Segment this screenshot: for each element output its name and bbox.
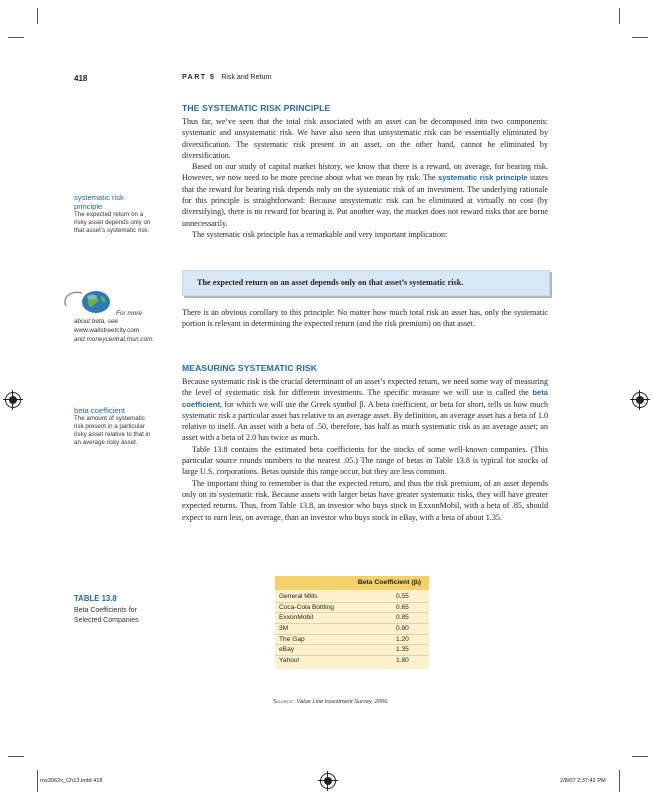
table-row xyxy=(275,635,429,646)
source-text: Value Line Investment Survey, 2006. xyxy=(296,699,389,705)
paragraph: Table 13.8 contains the estimated beta coefficients for the stocks of some well-known companies. (This particular source rounds numbers to the nearest .05.) The range of betas in Table 13.8 is typical for stocks of large U.S. corporations. Betas outside this range occur, but they are less common. xyxy=(182,444,548,477)
key-principle-callout: The expected return on an asset depends only on that asset’s systematic risk. xyxy=(182,270,550,296)
table-row xyxy=(275,592,429,603)
glossary-definition: The expected return on a xyxy=(74,211,144,218)
company-cell: Yahoo! xyxy=(279,657,300,665)
glossary-definition: an average risky asset. xyxy=(74,438,138,446)
running-head xyxy=(182,74,272,81)
paragraph: Because systematic risk is the crucial determinant of an asset’s expected return, we need some way of measuring the level of systematic risk for different investments. The specific measure we will use is called the beta coefficient, for which we will use the Greek symbol β. A beta coefficient, or beta for short, tells us how much systematic risk a particular asset has relative to an average asset. By definition, an average asset has a beta of 1.0 relative to itself. An asset with a beta of .50, therefore, has half as much systematic risk as an average asset; an asset with a beta of 2.0 has twice as much. xyxy=(182,377,548,443)
registration-mark-icon xyxy=(320,773,336,789)
weblink-url[interactable]: www.wallstreetcity.com xyxy=(74,327,140,334)
table-body xyxy=(275,590,429,669)
company-cell: 3M xyxy=(279,625,289,633)
beta-cell: 0.90 xyxy=(396,625,409,633)
beta-cell: 0.85 xyxy=(396,614,409,622)
crop-mark xyxy=(8,756,24,757)
table-source-note xyxy=(273,699,389,705)
crop-mark xyxy=(619,8,620,24)
table-row xyxy=(275,624,429,635)
key-term-beta-coefficient: beta coefficient xyxy=(182,388,548,409)
weblink-url[interactable]: and moneycentral.msn.com. xyxy=(74,336,155,343)
margin-glossary-beta-coefficient xyxy=(74,406,180,447)
table-row xyxy=(275,603,429,614)
section-heading-systematic-risk-principle: THE SYSTEMATIC RISK PRINCIPLE xyxy=(182,103,331,113)
paragraph: There is an obvious corollary to this principle: No matter how much total risk an asset has, only the systematic portion is relevant in determining the expected return (and the risk premium) on that asset. xyxy=(182,308,548,329)
margin-glossary-systematic-risk-principle xyxy=(74,193,180,235)
paragraph: The important thing to remember is that the expected return, and thus the risk premium, of an asset depends only on its systematic risk. Because assets with larger betas have greater systematic risks, they will have greater expected returns. Thus, from Table 13.8, an investor who buys stock in ExxonMobil, with a beta of .85, should expect to earn less, on average, than an investor who buys stock in eBay, with a beta of about 1.35. xyxy=(182,478,548,522)
beta-cell: 1.20 xyxy=(396,635,409,643)
table-row xyxy=(275,645,429,656)
beta-coefficient-table xyxy=(275,576,429,669)
crop-mark xyxy=(8,37,24,38)
glossary-definition: risky asset relative to that in xyxy=(74,430,151,438)
registration-mark-icon xyxy=(5,392,21,408)
running-head-title: Risk and Return xyxy=(221,74,272,81)
company-cell: Coca-Cola Bottling xyxy=(279,603,334,611)
section-heading-measuring-systematic-risk: MEASURING SYSTEMATIC RISK xyxy=(182,363,318,373)
glossary-term: principle xyxy=(74,202,103,211)
table-caption: Selected Companies xyxy=(74,616,139,624)
crop-mark xyxy=(632,37,648,38)
paragraph: The systematic risk principle has a remarkable and very important implication: xyxy=(192,229,448,239)
glossary-definition: risky asset depends only on xyxy=(74,218,151,226)
company-cell: General Mills xyxy=(279,593,318,600)
source-label: Source: xyxy=(273,699,295,705)
glossary-definition: that asset’s systematic risk. xyxy=(74,226,150,234)
table-label: TABLE 13.8 xyxy=(74,594,117,603)
crop-mark xyxy=(37,770,38,792)
beta-cell: 0.65 xyxy=(396,603,409,611)
weblink-text: about beta, see xyxy=(74,318,119,325)
key-term-systematic-risk-principle: systematic risk principle xyxy=(437,173,528,183)
table-row xyxy=(275,613,429,624)
company-cell: The Gap xyxy=(279,635,305,643)
section1-corollary xyxy=(182,307,548,330)
table-caption: Beta Coefficients for xyxy=(74,607,137,614)
glossary-term: systematic risk xyxy=(74,193,124,202)
section1-text xyxy=(182,116,548,240)
page-number: 418 xyxy=(74,74,88,83)
table-column-header: Beta Coefficient (βᵢ) xyxy=(275,576,429,590)
timestamp-slug: 2/8/07 2:37:42 PM xyxy=(560,778,606,784)
crop-mark xyxy=(632,756,648,757)
company-cell: eBay xyxy=(279,646,295,654)
running-head-part: PART 5 xyxy=(182,74,216,81)
table-label-block xyxy=(74,594,180,625)
crop-mark xyxy=(37,8,38,24)
crop-mark xyxy=(619,770,620,792)
weblink-text: For more xyxy=(116,310,142,317)
beta-cell: 0.55 xyxy=(396,593,409,600)
section2-text xyxy=(182,376,548,523)
beta-cell: 1.80 xyxy=(396,657,409,665)
globe-mouse-icon xyxy=(60,288,122,318)
file-slug: ros3062x_Ch13.indd 418 xyxy=(40,778,103,784)
glossary-term: beta coefficient xyxy=(74,406,125,415)
glossary-definition: risk present in a particular xyxy=(74,422,145,430)
table-row xyxy=(275,656,429,667)
beta-cell: 1.35 xyxy=(396,646,409,654)
paragraph: Thus far, we’ve seen that the total risk associated with an asset can be decomposed into two components: systematic and unsystematic risk. We have also seen that unsystematic risk can be essentially eliminated by diversification. The systematic risk present in an asset, on the other hand, cannot be eliminated by diversification. xyxy=(182,117,548,160)
web-link-note xyxy=(60,288,180,358)
registration-mark-icon xyxy=(632,392,648,408)
glossary-definition: The amount of systematic xyxy=(74,415,145,422)
company-cell: ExxonMobil xyxy=(279,614,314,622)
paragraph: Based on our study of capital market history, we know that there is a reward, on average, for bearing risk. However, we now need to be more precise about what we mean by risk. The systematic risk principle states that the reward for bearing risk depends only on the systematic risk of an investment. The underlying rationale for this principle is straightforward: Because unsystematic risk can be eliminated at virtually no cost (by diversifying), there is no reward for bearing it. Put another way, the market does not reward risks that are borne unnecessarily. xyxy=(182,162,548,228)
